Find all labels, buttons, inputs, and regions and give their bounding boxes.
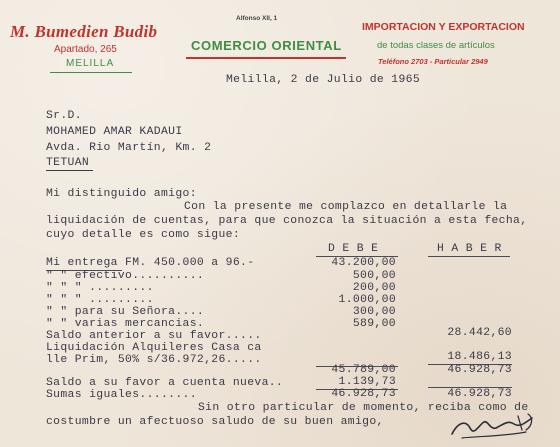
intro-line-1: Con la presente me complazco en detallarle la: [184, 201, 508, 213]
haber-header: H A B E R: [437, 243, 502, 255]
row-8-haber: 18.486,13: [447, 351, 512, 363]
signature-graphic: [448, 408, 544, 442]
row-9-haber: 46.928,73: [447, 364, 512, 376]
intro-line-2: liquidación de cuentas, para que conozca la situación a esta fecha,: [46, 215, 528, 227]
row-5-label: " " varias mercancias.: [46, 318, 205, 330]
row-2-debe: 200,00: [352, 282, 396, 294]
city-underline-2: [46, 170, 93, 171]
row-0-debe: 43.200,00: [331, 257, 396, 269]
closing-line-1: Sin otro particular de momento, reciba como de: [198, 402, 529, 414]
row-8-label: lle Prim, 50% s/36.972,26.....: [46, 354, 262, 366]
phone-numbers: Teléfono 2703 - Particular 2949: [378, 57, 488, 66]
row-5-debe: 589,00: [352, 318, 396, 330]
recipient-salutation: Sr.D.: [46, 110, 82, 122]
row-6-label: Saldo anterior a su favor.....: [46, 330, 262, 342]
row-11-debe: 46.928,73: [331, 388, 396, 400]
recipient-address: Avda. Rio Martín, Km. 2: [46, 142, 212, 154]
row-10-debe: 1.139,73: [338, 376, 396, 388]
row-10-label: Saldo a su favor a cuenta nueva..: [46, 377, 284, 389]
closing-line-2: costumbre un afectuoso saludo de su buen amigo,: [46, 416, 384, 428]
recipient-name: MOHAMED AMAR KADAUI: [46, 126, 183, 138]
row-9-debe: 45.789,00: [331, 364, 396, 376]
row-11-label: Sumas iguales........: [46, 389, 197, 401]
row-0-label: Mi entrega FM. 450.000 a 96.-: [46, 257, 255, 269]
recipient-city: TETUAN: [46, 157, 90, 169]
row-1-label: " " efectivo..........: [46, 270, 205, 282]
trade-subtitle: de todas clases de artículos: [377, 40, 495, 51]
row-3-label: " " " .........: [46, 294, 154, 306]
row-2-label: " " " .........: [46, 282, 154, 294]
trade-title: IMPORTACION Y EXPORTACION: [362, 21, 525, 33]
row-4-label: " " para su Señora....: [46, 306, 205, 318]
company-name: M. Bumedien Budib: [10, 22, 158, 41]
row-4-debe: 300,00: [352, 306, 396, 318]
row-7-label: Liquidación Alquileres Casa ca: [46, 342, 262, 354]
company-address: Apartado, 265: [54, 44, 117, 55]
debe-header: D E B E: [328, 243, 379, 255]
row-6-haber: 28.442,60: [447, 327, 512, 339]
haber-header-rule: [428, 256, 510, 257]
brand-title: COMERCIO ORIENTAL: [191, 38, 342, 53]
street-address: Alfonso XII, 1: [236, 15, 278, 22]
date-line: Melilla, 2 de Julio de 1965: [226, 74, 421, 86]
row-11-haber: 46.928,73: [447, 388, 512, 400]
intro-line-3: cuyo detalle es como sigue:: [46, 229, 241, 241]
brand-underline: [186, 57, 346, 59]
haber-total-rule: [428, 387, 512, 388]
row-3-debe: 1.000,00: [338, 294, 396, 306]
city-underline: [50, 72, 132, 73]
company-city: MELILLA: [66, 58, 115, 69]
greeting: Mi distinguido amigo:: [46, 188, 197, 200]
row-1-debe: 500,00: [352, 270, 396, 282]
